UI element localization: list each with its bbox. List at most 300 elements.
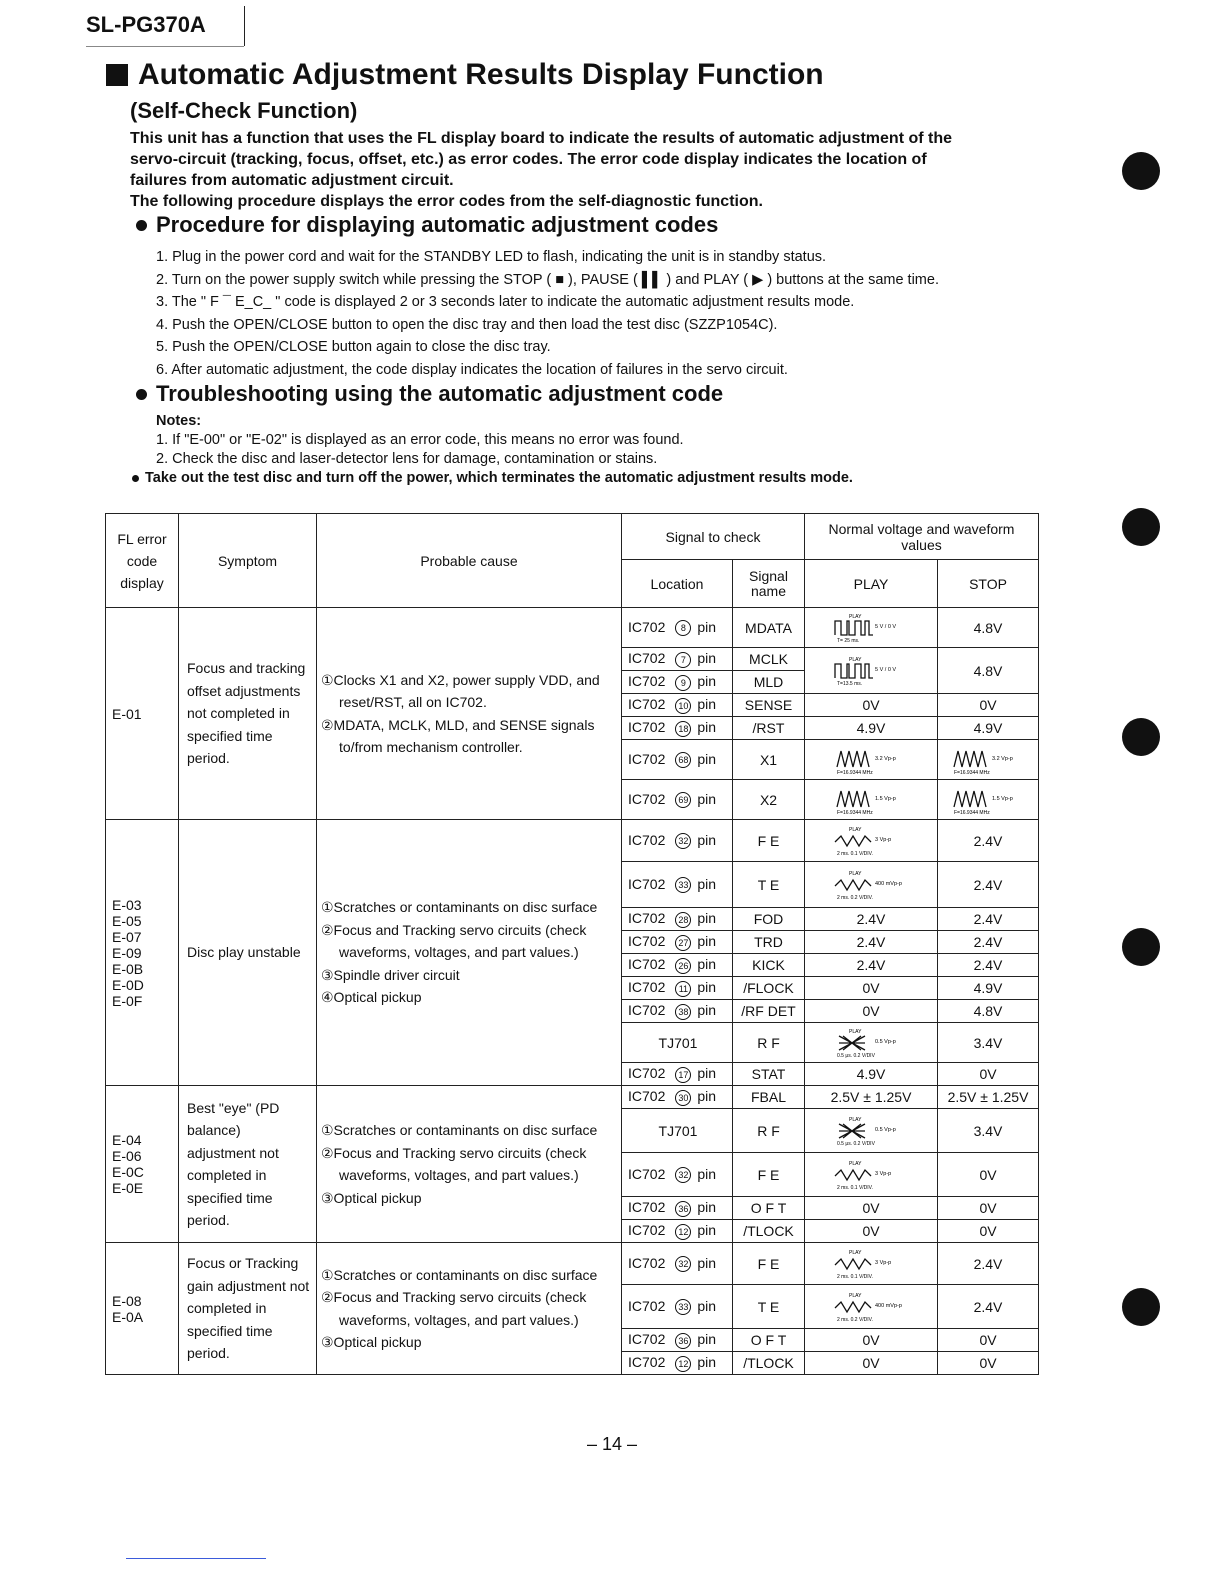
procedure-steps	[156, 246, 939, 382]
pin-label: pin	[697, 1165, 717, 1182]
title-square-icon	[106, 64, 128, 86]
error-code: E-08	[112, 1292, 142, 1309]
ic-label: IC702	[628, 673, 666, 690]
location-cell	[622, 862, 733, 908]
error-code-table	[105, 513, 1039, 1375]
procedure-step: 2. Turn on the power supply switch while pressing the STOP ( ■ ), PAUSE ( ▌▌ ) and PLAY ( ▶ ) buttons at the same time.	[156, 271, 939, 288]
location-cell	[622, 1329, 733, 1352]
waveform-icon	[825, 1116, 917, 1146]
ic-label: IC702	[628, 1088, 666, 1105]
binder-hole-icon	[1122, 1288, 1160, 1326]
play-value-cell	[805, 608, 938, 648]
stop-value-cell: 0V	[938, 1063, 1039, 1086]
stop-value-cell: 4.9V	[938, 977, 1039, 1000]
ic-label: IC702	[628, 1331, 666, 1348]
signal-name-cell: /TLOCK	[733, 1220, 805, 1243]
signal-name-cell: SENSE	[733, 694, 805, 717]
ic-label: IC702	[628, 1354, 666, 1371]
intro-paragraph	[130, 128, 1050, 212]
pin-number: 30	[675, 1090, 691, 1106]
table-row	[106, 820, 1039, 862]
error-code-cell	[106, 820, 179, 1086]
location-cell	[622, 1243, 733, 1285]
pin-label: pin	[697, 956, 717, 973]
symptom-cell: Disc play unstable	[179, 820, 317, 1086]
cause-item: ④Optical pickup	[321, 989, 422, 1006]
pin-label: pin	[697, 910, 717, 927]
signal-name-cell: O F T	[733, 1197, 805, 1220]
signal-name-cell: T E	[733, 862, 805, 908]
takeout-text: Take out the test disc and turn off the power, which terminates the automatic adjustment results mode.	[145, 470, 853, 486]
pin-label: pin	[697, 979, 717, 996]
stop-value-cell: 3.4V	[938, 1109, 1039, 1153]
stop-value-cell: 0V	[938, 1153, 1039, 1197]
waveform-label: PLAY	[849, 1028, 862, 1035]
play-value-cell	[805, 1153, 938, 1197]
signal-name-cell: R F	[733, 1023, 805, 1063]
waveform-timebase: F=16.9344 MHz	[837, 769, 873, 775]
waveform-timebase: F=16.9344 MHz	[954, 769, 990, 775]
stop-value-cell: 2.4V	[938, 862, 1039, 908]
play-value-cell: 0V	[805, 1220, 938, 1243]
location-cell	[622, 1063, 733, 1086]
location-cell	[622, 1285, 733, 1329]
pin-number: 12	[675, 1224, 691, 1240]
header-symptom: Symptom	[179, 514, 317, 608]
procedure-step: 6. After automatic adjustment, the code display indicates the location of failures in the servo circuit.	[156, 361, 788, 378]
pin-number: 32	[675, 833, 691, 849]
bullet-icon	[132, 475, 139, 482]
cause-cell	[317, 608, 622, 820]
cause-item: ②Focus and Tracking servo circuits (check waveforms, voltages, and part values.)	[321, 1144, 587, 1183]
play-value-cell: 0V	[805, 1000, 938, 1023]
header-code: FL error code display	[106, 514, 179, 608]
waveform-icon	[825, 826, 917, 856]
ic-label: IC702	[628, 956, 666, 973]
play-value-cell	[805, 1285, 938, 1329]
header-divider	[244, 6, 245, 46]
cause-item: ③Spindle driver circuit	[321, 966, 460, 983]
signal-name-cell: T E	[733, 1285, 805, 1329]
waveform-icon	[825, 1028, 917, 1058]
ic-label: IC702	[628, 1165, 666, 1182]
waveform-timebase: 0.5 μs. 0.2 V/DIV	[837, 1052, 875, 1058]
pin-label: pin	[697, 1254, 717, 1271]
location-cell	[622, 1153, 733, 1197]
binder-hole-icon	[1122, 508, 1160, 546]
stop-value-cell: 2.4V	[938, 1243, 1039, 1285]
play-value-cell: 2.5V ± 1.25V	[805, 1086, 938, 1109]
procedure-step: 3. The " F ¯ E_C_ " code is displayed 2 or 3 seconds later to indicate the automatic adjustment results mode.	[156, 294, 855, 311]
error-code: E-0C	[112, 1164, 144, 1180]
binder-hole-icon	[1122, 928, 1160, 966]
pin-label: pin	[697, 1065, 717, 1082]
waveform-icon	[825, 613, 917, 643]
ic-label: IC702	[628, 790, 666, 807]
pin-number: 26	[675, 958, 691, 974]
pin-label: pin	[697, 673, 717, 690]
play-value-cell: 0V	[805, 977, 938, 1000]
signal-name-cell: /RST	[733, 717, 805, 740]
ic-label: IC702	[628, 979, 666, 996]
pin-label: pin	[697, 750, 717, 767]
location-cell	[622, 1086, 733, 1109]
signal-name-cell: R F	[733, 1109, 805, 1153]
waveform-amplitude: 3 Vp-p	[875, 1259, 892, 1266]
header-signal-name: Signal name	[733, 560, 805, 608]
play-value-cell: 2.4V	[805, 931, 938, 954]
location-cell	[622, 1220, 733, 1243]
header-normal: Normal voltage and waveform values	[805, 514, 1039, 560]
waveform-icon	[942, 745, 1034, 775]
error-code: E-0E	[112, 1180, 144, 1196]
stop-value-cell: 4.8V	[938, 1000, 1039, 1023]
error-code: E-09	[112, 944, 142, 961]
signal-name-cell: FBAL	[733, 1086, 805, 1109]
waveform-timebase: 0.5 μs. 0.2 V/DIV	[837, 1140, 875, 1146]
cause-item: ①Scratches or contaminants on disc surface	[321, 899, 598, 916]
notes-block	[156, 412, 684, 469]
pin-number: 33	[675, 1299, 691, 1315]
location-cell	[622, 1000, 733, 1023]
ic-label: IC702	[628, 1002, 666, 1019]
stop-value-cell: 0V	[938, 1352, 1039, 1375]
procedure-step: 1. Plug in the power cord and wait for the STANDBY LED to flash, indicating the unit is in standby status.	[156, 249, 827, 265]
cause-item: ②MDATA, MCLK, MLD, and SENSE signals to/from mechanism controller.	[321, 716, 595, 755]
signal-name-cell: X2	[733, 780, 805, 820]
stop-value-cell: 2.4V	[938, 820, 1039, 862]
cause-cell	[317, 1086, 622, 1243]
ic-label: IC702	[628, 1297, 666, 1314]
binder-hole-icon	[1122, 718, 1160, 756]
bullet-icon	[136, 220, 147, 231]
stop-value-cell: 2.4V	[938, 954, 1039, 977]
cause-item: ③Optical pickup	[321, 1334, 422, 1350]
signal-name-cell: /FLOCK	[733, 977, 805, 1000]
ic-label: IC702	[628, 1222, 666, 1239]
ic-label: IC702	[628, 1065, 666, 1082]
signal-name-cell: X1	[733, 740, 805, 780]
pin-number: 36	[675, 1201, 691, 1217]
ic-label: IC702	[628, 1254, 666, 1271]
waveform-icon	[825, 1249, 917, 1279]
pin-number: 10	[675, 698, 691, 714]
error-code: E-05	[112, 912, 142, 929]
symptom-cell: Focus and tracking offset adjustments not completed in specified time period.	[179, 608, 317, 820]
error-code: E-03	[112, 896, 142, 913]
play-value-cell: 2.4V	[805, 908, 938, 931]
pin-label: pin	[697, 618, 717, 635]
header-underline	[86, 46, 244, 47]
cause-item: ③Optical pickup	[321, 1189, 422, 1206]
signal-name-cell: F E	[733, 820, 805, 862]
stop-value-cell	[938, 780, 1039, 820]
cause-item: ②Focus and Tracking servo circuits (check waveforms, voltages, and part values.)	[321, 921, 587, 961]
waveform-amplitude: 5 V / 0 V	[875, 623, 897, 630]
cause-item: ①Scratches or contaminants on disc surface	[321, 1122, 598, 1138]
signal-name-cell: TRD	[733, 931, 805, 954]
pin-label: pin	[697, 1222, 717, 1239]
pin-label: pin	[697, 719, 717, 736]
header-cause: Probable cause	[317, 514, 622, 608]
waveform-label: PLAY	[849, 1249, 862, 1256]
signal-name-cell: MCLK	[733, 648, 805, 671]
pin-label: pin	[697, 933, 717, 950]
ic-label: TJ701	[658, 1122, 698, 1139]
signal-name-cell: O F T	[733, 1329, 805, 1352]
signal-name-cell: MDATA	[733, 608, 805, 648]
error-code: E-0B	[112, 960, 144, 977]
signal-name-cell: MLD	[733, 671, 805, 694]
waveform-label: PLAY	[849, 1292, 862, 1299]
stop-value-cell: 0V	[938, 694, 1039, 717]
play-value-cell	[805, 1243, 938, 1285]
waveform-timebase: 2 ms. 0.2 V/DIV.	[837, 894, 873, 900]
waveform-timebase: T= 25 ms.	[837, 637, 860, 643]
intro-line: This unit has a function that uses the FL display board to indicate the results of automatic adjustment of the	[130, 130, 953, 147]
ic-label: IC702	[628, 910, 666, 927]
header-location: Location	[622, 560, 733, 608]
takeout-instruction	[132, 470, 853, 486]
play-value-cell: 0V	[805, 1352, 938, 1375]
pin-number: 27	[675, 935, 691, 951]
error-code: E-01	[112, 705, 142, 722]
pin-number: 9	[675, 675, 691, 691]
page-number: – 14 –	[586, 1434, 638, 1454]
location-cell	[622, 977, 733, 1000]
location-cell	[622, 694, 733, 717]
play-value-cell	[805, 740, 938, 780]
table-body	[106, 608, 1039, 1375]
header-stop: STOP	[938, 560, 1039, 608]
note-item: 1. If "E-00" or "E-02" is displayed as an error code, this means no error was found.	[156, 432, 684, 448]
table-row	[106, 608, 1039, 648]
waveform-icon	[825, 1160, 917, 1190]
play-value-cell	[805, 820, 938, 862]
play-value-cell	[805, 1023, 938, 1063]
ic-label: TJ701	[658, 1034, 698, 1051]
location-cell	[622, 780, 733, 820]
waveform-amplitude: 3.2 Vp-p	[992, 755, 1013, 762]
error-code-cell	[106, 1086, 179, 1243]
waveform-timebase: 2 ms. 0.1 V/DIV.	[837, 1184, 873, 1190]
waveform-icon	[825, 785, 917, 815]
header-play: PLAY	[805, 560, 938, 608]
play-value-cell: 0V	[805, 1197, 938, 1220]
waveform-icon	[825, 745, 917, 775]
play-value-cell: 4.9V	[805, 1063, 938, 1086]
waveform-timebase: 2 ms. 0.2 V/DIV.	[837, 1316, 873, 1322]
waveform-label: PLAY	[849, 870, 862, 877]
stop-value-cell: 2.5V ± 1.25V	[938, 1086, 1039, 1109]
location-cell	[622, 820, 733, 862]
cause-cell	[317, 1243, 622, 1375]
stop-value-cell	[938, 740, 1039, 780]
waveform-icon	[825, 656, 917, 686]
location-cell	[622, 608, 733, 648]
pin-number: 36	[675, 1333, 691, 1349]
location-cell	[622, 908, 733, 931]
binder-hole-icon	[1122, 152, 1160, 190]
stop-value-cell: 2.4V	[938, 1285, 1039, 1329]
troubleshooting-heading-text: Troubleshooting using the automatic adjustment code	[156, 381, 724, 406]
pin-number: 8	[675, 620, 691, 636]
procedure-step: 5. Push the OPEN/CLOSE button again to close the disc tray.	[156, 339, 551, 356]
error-code: E-06	[112, 1148, 142, 1164]
waveform-label: PLAY	[849, 826, 862, 833]
waveform-amplitude: 0.5 Vp-p	[875, 1038, 896, 1045]
procedure-heading	[136, 212, 718, 238]
error-code-cell	[106, 1243, 179, 1375]
pin-number: 33	[675, 877, 691, 893]
ic-label: IC702	[628, 696, 666, 713]
waveform-amplitude: 3 Vp-p	[875, 836, 892, 843]
waveform-amplitude: 3 Vp-p	[875, 1170, 892, 1177]
pin-number: 7	[675, 652, 691, 668]
location-cell	[622, 1023, 733, 1063]
pin-number: 32	[675, 1167, 691, 1183]
pin-label: pin	[697, 1297, 717, 1314]
stop-value-cell: 2.4V	[938, 931, 1039, 954]
pin-label: pin	[697, 696, 717, 713]
pin-number: 11	[675, 981, 691, 997]
pin-label: pin	[697, 1199, 717, 1216]
play-value-cell: 2.4V	[805, 954, 938, 977]
page-subtitle: (Self-Check Function)	[130, 98, 358, 123]
stop-value-cell: 0V	[938, 1220, 1039, 1243]
waveform-icon	[825, 1292, 917, 1322]
waveform-label: PLAY	[849, 1116, 862, 1123]
waveform-icon	[942, 785, 1034, 815]
play-value-cell: 4.9V	[805, 717, 938, 740]
location-cell	[622, 1352, 733, 1375]
pin-number: 18	[675, 721, 691, 737]
ic-label: IC702	[628, 650, 666, 667]
symptom-cell: Focus or Tracking gain adjustment not completed in specified time period.	[179, 1243, 317, 1375]
cause-item: ②Focus and Tracking servo circuits (check waveforms, voltages, and part values.)	[321, 1289, 587, 1328]
ic-label: IC702	[628, 831, 666, 848]
ic-label: IC702	[628, 1199, 666, 1216]
signal-name-cell: F E	[733, 1243, 805, 1285]
location-cell	[622, 1109, 733, 1153]
pin-number: 12	[675, 1356, 691, 1372]
stop-value-cell: 4.8V	[938, 608, 1039, 648]
error-code: E-0A	[112, 1308, 144, 1325]
ic-label: IC702	[628, 875, 666, 892]
location-cell	[622, 954, 733, 977]
play-value-cell	[805, 1109, 938, 1153]
pin-number: 69	[675, 792, 691, 808]
signal-name-cell: F E	[733, 1153, 805, 1197]
page-title: Automatic Adjustment Results Display Function	[138, 58, 824, 91]
location-cell	[622, 1197, 733, 1220]
ic-label: IC702	[628, 618, 666, 635]
pin-number: 28	[675, 912, 691, 928]
waveform-label: PLAY	[849, 613, 862, 620]
play-value-cell: 0V	[805, 1329, 938, 1352]
error-code-table-wrap	[105, 513, 1039, 1375]
pin-label: pin	[697, 1331, 717, 1348]
waveform-amplitude: 3.2 Vp-p	[875, 755, 896, 762]
ic-label: IC702	[628, 750, 666, 767]
table-row	[106, 1086, 1039, 1109]
stop-value-cell: 2.4V	[938, 908, 1039, 931]
waveform-amplitude: 0.5 Vp-p	[875, 1126, 896, 1133]
pin-number: 38	[675, 1004, 691, 1020]
model-number: SL-PG370A	[86, 12, 206, 37]
stop-value-cell: 4.8V	[938, 648, 1039, 694]
signal-name-cell: /RF DET	[733, 1000, 805, 1023]
note-item: 2. Check the disc and laser-detector lens for damage, contamination or stains.	[156, 451, 658, 467]
ic-label: IC702	[628, 719, 666, 736]
waveform-timebase: 2 ms. 0.1 V/DIV.	[837, 850, 873, 856]
pin-number: 32	[675, 1256, 691, 1272]
pin-label: pin	[697, 790, 717, 807]
play-value-cell	[805, 780, 938, 820]
waveform-timebase: T=13.5 ms.	[837, 680, 863, 686]
error-code: E-07	[112, 928, 142, 945]
waveform-amplitude: 400 mVp-p	[875, 1302, 902, 1309]
intro-line: servo-circuit (tracking, focus, offset, etc.) as error codes. The error code display indicates the location of	[130, 151, 927, 168]
error-code: E-0F	[112, 992, 143, 1009]
signal-name-cell: KICK	[733, 954, 805, 977]
waveform-label: PLAY	[849, 1160, 862, 1167]
stop-value-cell: 4.9V	[938, 717, 1039, 740]
location-cell	[622, 931, 733, 954]
play-value-cell: 0V	[805, 694, 938, 717]
symptom-cell: Best "eye" (PD balance) adjustment not completed in specified time period.	[179, 1086, 317, 1243]
waveform-amplitude: 1.5 Vp-p	[875, 795, 896, 802]
error-code: E-04	[112, 1132, 142, 1148]
waveform-timebase: F=16.9344 MHz	[954, 809, 990, 815]
title-block	[106, 58, 824, 92]
location-cell	[622, 648, 733, 671]
table-row	[106, 1243, 1039, 1285]
procedure-step: 4. Push the OPEN/CLOSE button to open the disc tray and then load the test disc (SZZP1054C).	[156, 316, 778, 333]
stop-value-cell: 3.4V	[938, 1023, 1039, 1063]
notes-heading: Notes:	[156, 413, 202, 429]
pin-label: pin	[697, 875, 717, 892]
pin-label: pin	[697, 650, 717, 667]
waveform-amplitude: 1.5 Vp-p	[992, 795, 1013, 802]
waveform-icon	[825, 870, 917, 900]
troubleshooting-heading	[136, 381, 723, 407]
cause-item: ①Scratches or contaminants on disc surface	[321, 1266, 598, 1283]
error-code-cell	[106, 608, 179, 820]
pin-number: 17	[675, 1067, 691, 1083]
location-cell	[622, 671, 733, 694]
cause-item: ①Clocks X1 and X2, power supply VDD, and reset/RST, all on IC702.	[321, 671, 600, 710]
header-signal: Signal to check	[622, 514, 805, 560]
pin-label: pin	[697, 831, 717, 848]
ic-label: IC702	[628, 933, 666, 950]
cause-cell	[317, 820, 622, 1086]
location-cell	[622, 740, 733, 780]
play-value-cell	[805, 648, 938, 694]
pin-number: 68	[675, 752, 691, 768]
waveform-amplitude: 5 V / 0 V	[875, 666, 897, 673]
waveform-timebase: F=16.9344 MHz	[837, 809, 873, 815]
footer-rule	[126, 1558, 266, 1559]
pin-label: pin	[697, 1088, 717, 1105]
intro-line: The following procedure displays the error codes from the self-diagnostic function.	[130, 193, 763, 210]
waveform-timebase: 2 ms. 0.1 V/DIV.	[837, 1273, 873, 1279]
pin-label: pin	[697, 1002, 717, 1019]
waveform-amplitude: 400 mVp-p	[875, 880, 902, 887]
stop-value-cell: 0V	[938, 1197, 1039, 1220]
signal-name-cell: /TLOCK	[733, 1352, 805, 1375]
error-code: E-0D	[112, 976, 144, 993]
